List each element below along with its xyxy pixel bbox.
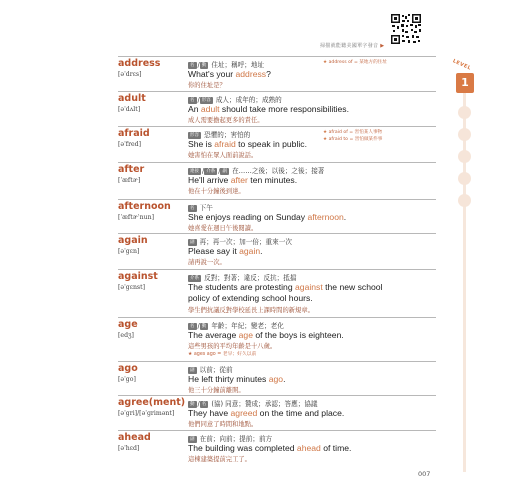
vocab-entry-afternoon <box>118 199 436 233</box>
vocab-entry-ahead <box>118 430 436 465</box>
pos-tag: 形容 <box>190 133 199 138</box>
pos-tag: 名 <box>190 63 195 68</box>
level-dot <box>458 194 471 207</box>
highlighted-word: ahead <box>296 443 321 453</box>
phonetic: [əˈdrɛs] <box>118 71 142 78</box>
star-icon: ★ <box>323 137 328 142</box>
definition-text: 住址；稱呼；地址 <box>211 61 265 69</box>
phonetic: [əˈgo] <box>118 376 136 383</box>
example-translation: 學生們抗議反對學校延長上課時間的新規章。 <box>188 307 314 314</box>
definition-text: 年齡；年紀；變老；老化 <box>211 322 284 330</box>
example-translation: 他在十分鐘後到達。 <box>188 188 245 195</box>
definition: 動 / 名 (協) 同意；贊成；承認；答應；協議 <box>190 400 318 408</box>
example-translation: 她害怕在眾人面前說話。 <box>188 152 258 159</box>
definition <box>188 433 272 443</box>
qr-code[interactable] <box>391 14 421 44</box>
pos-tag: 副 <box>190 240 195 245</box>
level-dot <box>458 106 471 119</box>
definition-text: 反對；對著；違反；反抗；抵擋 <box>204 274 297 282</box>
page-number: 007 <box>418 470 431 478</box>
vocab-entry-afraid <box>118 126 436 162</box>
definition: 名 / 動 年齡；年紀；變老；老化 <box>190 322 284 330</box>
definition <box>188 236 292 246</box>
headword: ahead <box>118 432 151 443</box>
headword: afternoon <box>118 201 171 212</box>
level-label: LEVEL <box>451 58 472 72</box>
vocabulary-list <box>118 56 436 465</box>
level-dot <box>458 128 471 141</box>
highlighted-word: ago <box>268 374 284 384</box>
headword: address <box>118 58 161 69</box>
pos-tag: 副 <box>190 368 195 373</box>
highlighted-word: address <box>235 69 267 79</box>
example-translation: 她喜愛在週日午後閱讀。 <box>188 225 258 232</box>
phonetic: [əˈgɛn] <box>118 248 140 255</box>
example-sentence: What's your address? <box>188 69 271 79</box>
phonetic: [ˈæftɚˈnun] <box>118 214 154 221</box>
headword: age <box>118 319 138 330</box>
phonetic: [ˈæftɚ] <box>118 177 141 184</box>
highlighted-word: adult <box>200 104 220 114</box>
highlighted-word: afraid <box>214 139 236 149</box>
vocab-entry-agree <box>118 395 436 430</box>
example-sentence: Please say it again. <box>188 246 263 256</box>
example-translation: 這些男孩的平均年齡是十八歲。 <box>188 343 277 350</box>
pos-tag: 連接 <box>190 169 199 174</box>
pos-tag: 名 <box>190 206 195 211</box>
star-icon: ★ <box>323 60 328 65</box>
pos-tag: 動 <box>190 402 195 407</box>
definition: 連接 / 介系 / 副 在……之後；以後；之後；接著 <box>190 167 325 175</box>
example-translation: 你的住址是？ <box>188 82 226 89</box>
vocab-entry-against <box>118 269 436 317</box>
definition-text: 再；再一次；加一倍；重來一次 <box>199 238 292 246</box>
definition-text: 以前；從前 <box>199 366 233 374</box>
vocab-entry-age <box>118 317 436 361</box>
vocab-entry-ago <box>118 361 436 395</box>
usage-notes <box>323 59 387 66</box>
pos-tag: 名 <box>201 402 207 407</box>
pos-tag: 副 <box>190 437 195 442</box>
star-icon: ★ <box>188 352 193 357</box>
example-translation: 成人需要擔起更多的責任。 <box>188 117 264 124</box>
example-sentence: The students are protesting against the new school policy of extending school hours. <box>188 282 383 303</box>
phonetic: [edʒ] <box>118 332 134 339</box>
example-sentence: She enjoys reading on Sunday afternoon. <box>188 212 347 222</box>
highlighted-word: again <box>239 246 261 256</box>
usage-note: ★ address of = 某地方的住址 <box>323 60 387 65</box>
phonetic: [əˈgri]/[əˈgrimənt] <box>118 410 175 417</box>
highlighted-word: against <box>295 282 323 292</box>
phonetic: [əˈgɛnst] <box>118 284 146 291</box>
example-translation: 這棟建築提前完工了。 <box>188 456 251 463</box>
level-number: 1 <box>461 76 469 89</box>
example-sentence: An adult should take more responsibilities. <box>188 104 349 114</box>
pos-tag: 介系 <box>190 276 199 281</box>
highlighted-word: age <box>238 330 253 340</box>
headword: afraid <box>118 128 150 139</box>
headword: agree(ment) <box>118 397 186 408</box>
usage-note: ★ afraid of = 害怕某人事物 <box>323 130 383 135</box>
vocab-entry-after <box>118 162 436 199</box>
example-translation: 請再說一次。 <box>188 259 226 266</box>
pos-tag: 形容 <box>201 98 211 103</box>
pos-tag: 名 <box>190 98 195 103</box>
definition-text: 在……之後；以後；之後；接著 <box>232 167 325 175</box>
headword: after <box>118 164 145 175</box>
scan-hint-text: 掃描就能聽美國單字發音 <box>320 43 379 49</box>
pos-tag: 名 <box>190 324 195 329</box>
usage-note: ★ ages ago = 老早；好久以前 <box>188 352 257 357</box>
definition-text: (協) 同意；贊成；承認；答應；協議 <box>211 400 318 408</box>
highlighted-word: agreed <box>230 408 258 418</box>
headword: again <box>118 235 148 246</box>
audio-scan-hint <box>320 42 384 49</box>
definition-text: 在前；向前；提前；前方 <box>199 435 273 443</box>
headword: ago <box>118 363 138 374</box>
vocab-entry-again <box>118 233 436 269</box>
definition <box>188 364 233 374</box>
headword: against <box>118 271 158 282</box>
example-sentence: They have agreed on the time and place. <box>188 408 345 418</box>
pos-tag: 副 <box>222 169 227 174</box>
phonetic: [əˈdʌlt] <box>118 106 141 113</box>
phonetic: [əˈfred] <box>118 141 142 148</box>
vocab-entry-adult <box>118 91 436 126</box>
pos-tag: 動 <box>201 63 207 68</box>
definition: 名 / 動 住址；稱呼；地址 <box>190 61 265 69</box>
pos-tag: 介系 <box>206 169 216 174</box>
highlighted-word: after <box>230 175 248 185</box>
star-icon: ★ <box>323 130 328 135</box>
definition <box>188 272 296 282</box>
vocab-entry-address <box>118 56 436 91</box>
example-translation: 他們同意了時間和地點。 <box>188 421 258 428</box>
phonetic: [əˈhɛd] <box>118 445 140 452</box>
level-dot <box>458 172 471 185</box>
example-sentence: He'll arrive after ten minutes. <box>188 175 298 185</box>
definition: 名 / 形容 成人；成年的；成熟的 <box>190 96 282 104</box>
definition <box>188 202 213 212</box>
definition-text: 恐懼的；害怕的 <box>204 131 251 139</box>
level-dot <box>458 150 471 163</box>
pos-tag: 動 <box>201 324 207 329</box>
example-sentence: The average age of the boys is eighteen. <box>188 330 344 340</box>
definition-text: 成人；成年的；成熟的 <box>215 96 282 104</box>
example-sentence: She is afraid to speak in public. <box>188 139 307 149</box>
example-sentence: He left thirty minutes ago. <box>188 374 286 384</box>
usage-note: ★ afraid to = 害怕做某件事 <box>323 137 383 142</box>
definition <box>188 129 250 139</box>
play-arrow-icon: ▶ <box>380 43 385 49</box>
usage-notes <box>323 129 382 143</box>
headword: adult <box>118 93 146 104</box>
highlighted-word: afternoon <box>307 212 344 222</box>
level-rail <box>463 92 466 472</box>
example-sentence: The building was completed ahead of time. <box>188 443 352 453</box>
definition-text: 下午 <box>199 204 213 212</box>
example-translation: 他三十分鐘前離開。 <box>188 387 245 394</box>
